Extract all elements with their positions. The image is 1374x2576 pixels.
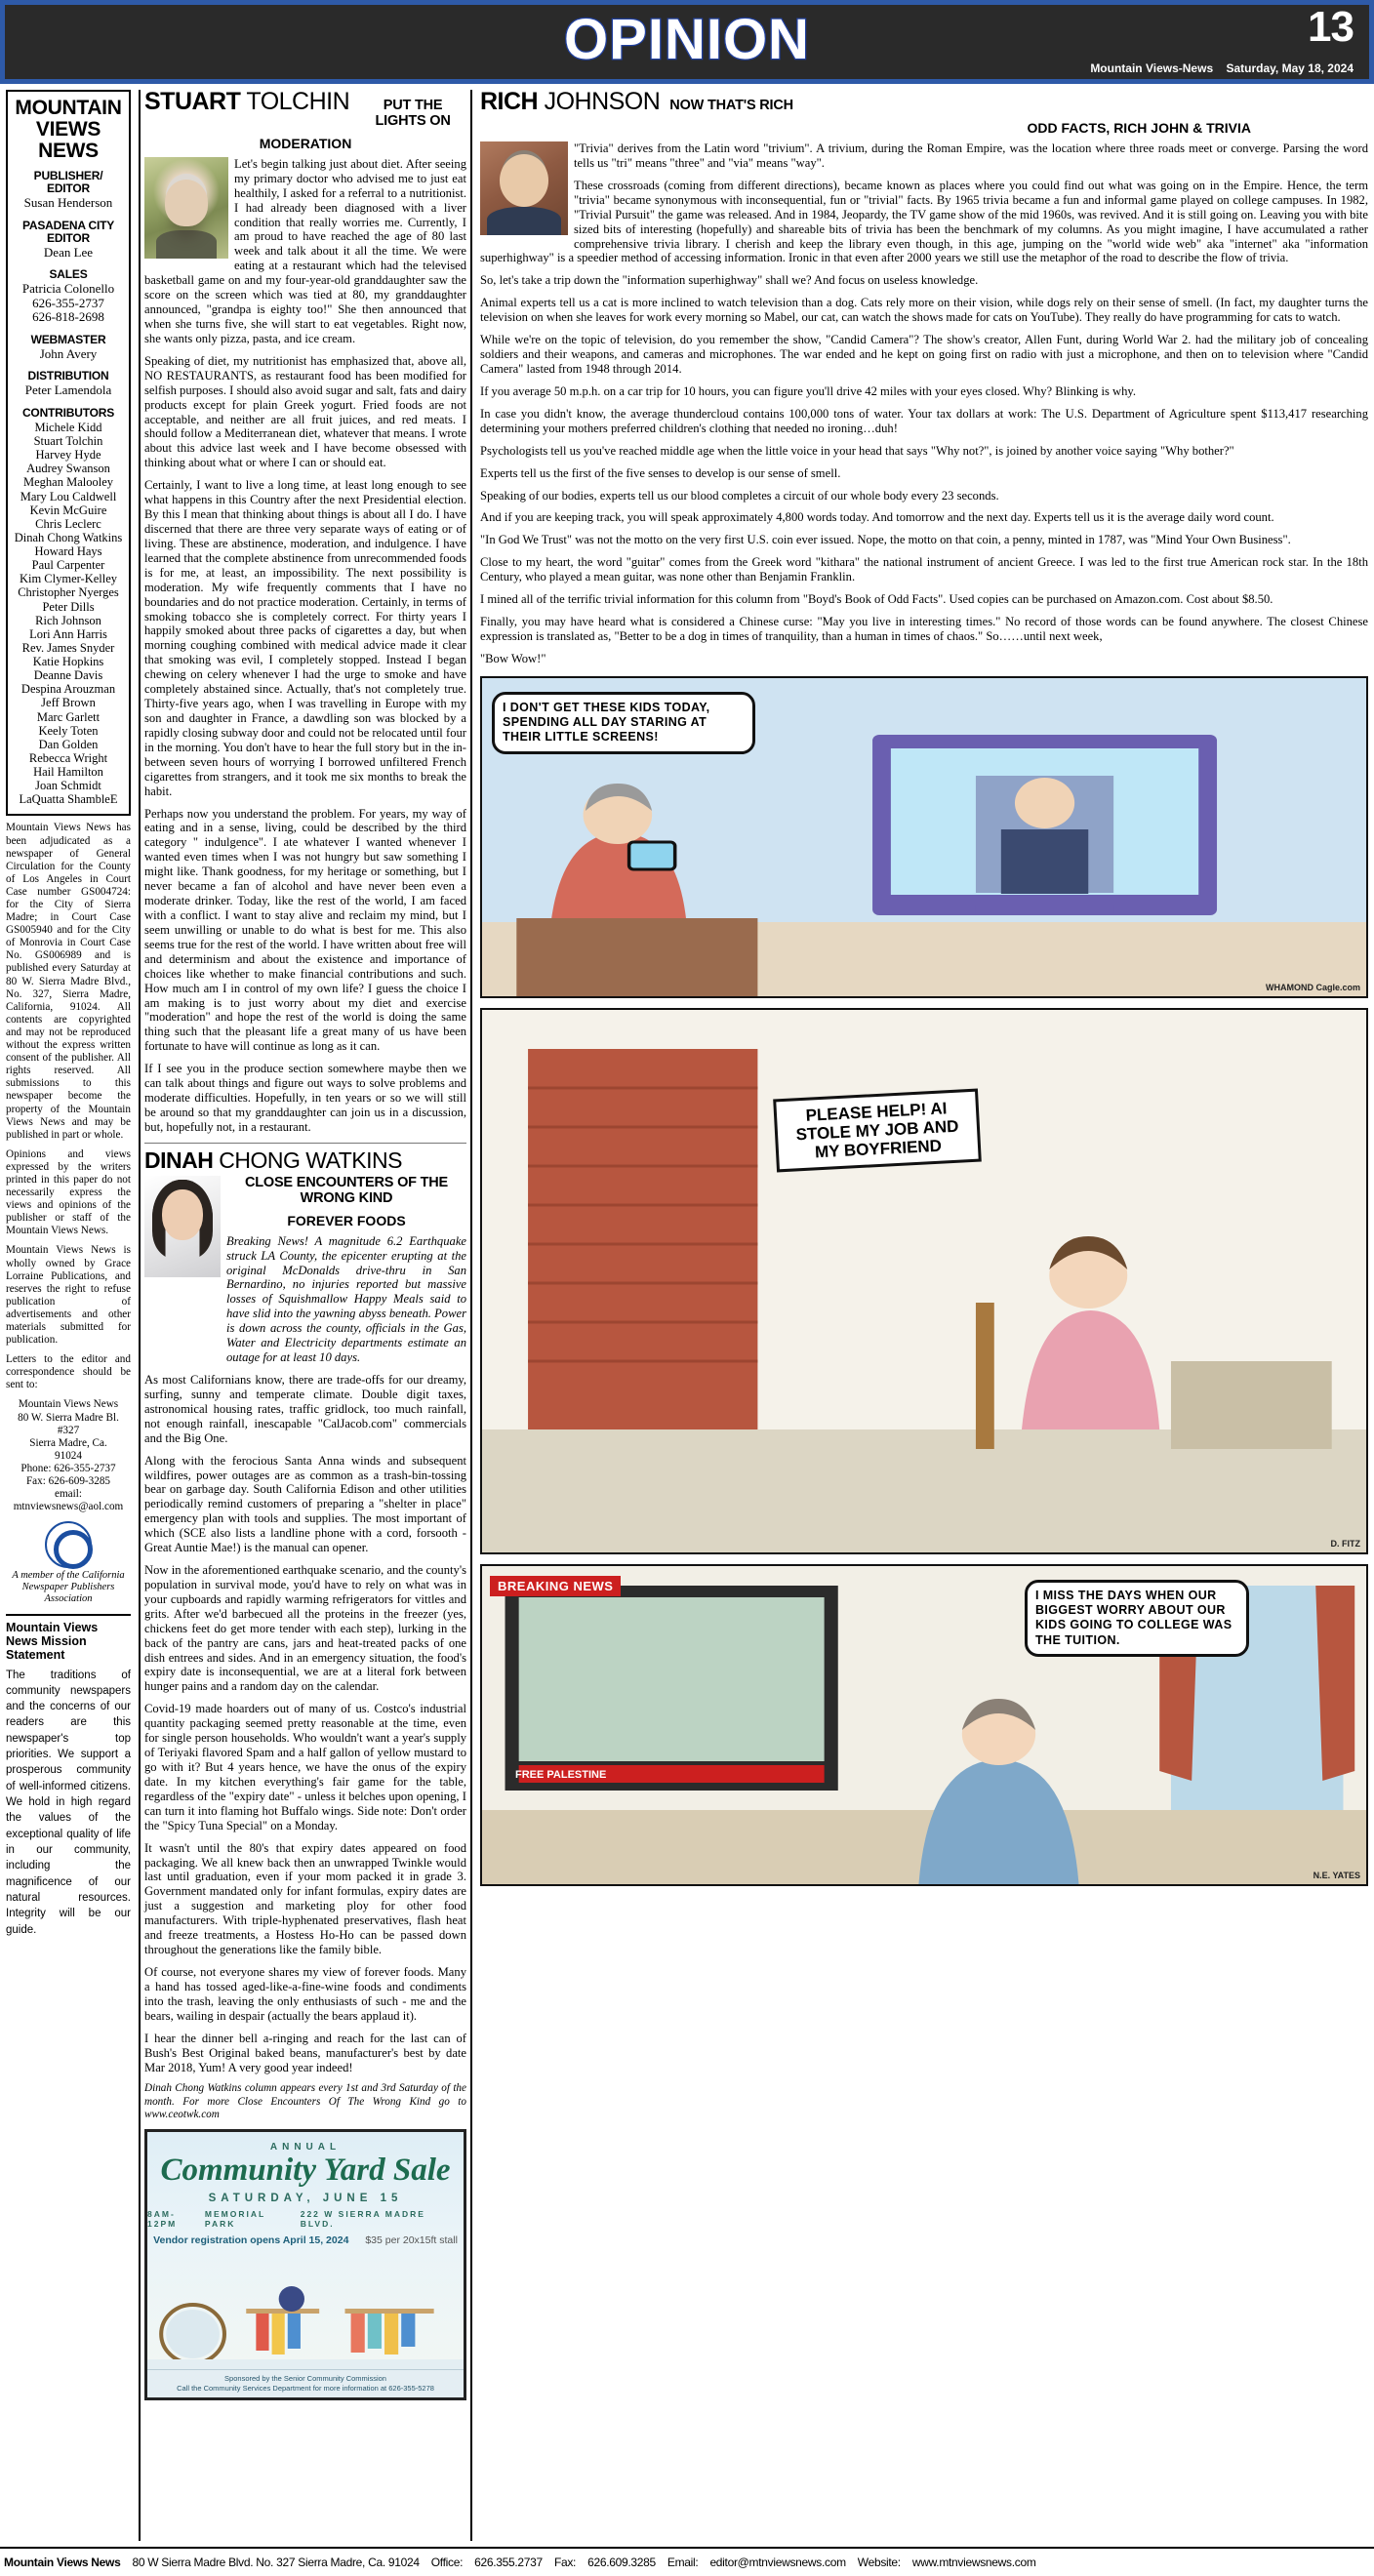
article-paragraph: Animal experts tell us a cat is more inclined to watch television than a dog. Cats rely more on their vision, while dogs rely on their sense of smell. (In fact, my daughter turns the television on when she leaves for work every morning so Mabel, our cat, can watch the shows made for cats on YouTube). They really do have programming for cats to watch. (480, 296, 1368, 325)
cartoon-signature: N.E. YATES (1313, 1870, 1360, 1880)
dinah-kicker: CLOSE ENCOUNTERS OF THE WRONG KIND (244, 1174, 449, 1206)
contributor-name: Rebecca Wright (28, 750, 108, 765)
contributor-name: Katie Hopkins (32, 655, 104, 669)
ad-time: 8AM-12PM (147, 2209, 178, 2230)
masthead-role-person: Dean Lee (43, 244, 94, 260)
contributor-name: Hail Hamilton (33, 765, 103, 780)
page-footer (0, 2547, 1374, 2576)
page-title: OPINION (564, 8, 810, 71)
article-paragraph: I mined all of the terrific trivial information for this column from "Boyd's Book of Odd Facts". Used copies can be purchased on Amazon.com. Cost about $8.50. (480, 592, 1273, 607)
cartoon-signature: WHAMOND Cagle.com (1265, 982, 1360, 992)
ad-sponsor: Sponsored by the Senior Community Commission (224, 2374, 386, 2384)
contributor-name: Lori Ann Harris (29, 626, 107, 641)
article-paragraph: If you average 50 m.p.h. on a car trip for 10 hours, you can figure you'll drive 42 miles with your eyes closed. Why? Blinking is why. (480, 383, 1137, 398)
center-column (144, 90, 466, 2541)
article-paragraph: As most Californians know, there are trade-offs for our dreamy, surfing, sunny and temperate climate. Double digit taxes, astronomical housing rates, traffic gridlock, too much rainfall, not enough rainfall, inescapable "CalJacob.com" commercials and the Big One. (144, 1372, 466, 1445)
contributor-name: Michele Kidd (34, 420, 102, 434)
stuart-article-body (144, 157, 466, 1135)
article-paragraph: "Bow Wow!" (480, 651, 546, 665)
rich-article-body (480, 141, 1368, 666)
article-paragraph: Along with the ferocious Santa Anna winds and subsequent wildfires, power outages are as common as a trash-bin-tossing bear on garbage day. South California Edison and other utilities periodically remind customers of preparing a "shelter in place" emergency plan with tools and supplies. The most important of which (SCE also lists a landline phone with a cord, forsooth - Great Auntie Mae!) is the manual can opener. (144, 1453, 466, 1555)
dinah-first-name: DINAH (144, 1147, 214, 1173)
contact-block: Mountain Views News 80 W. Sierra Madre Bl. #327 Sierra Madre, Ca. 91024 Phone: 626-355-2737 Fax: 626-609-3285 email: mtnviewsnews@aol.com (13, 1398, 124, 1513)
contributor-name: Dinah Chong Watkins (14, 530, 123, 544)
page-banner (0, 0, 1374, 84)
contributor-name: Joan Schmidt (35, 779, 101, 793)
protest-sign: PLEASE HELP! AI STOLE MY JOB AND MY BOYFRIEND (773, 1088, 982, 1172)
ad-illustration (147, 2252, 464, 2369)
masthead-role-label: DISTRIBUTION (27, 369, 109, 383)
mission-statement-box (6, 1614, 131, 1939)
cartoon-signature: D. FITZ (1330, 1538, 1360, 1549)
page-number: 13 (1308, 3, 1354, 51)
rich-kicker: NOW THAT'S RICH (669, 98, 793, 113)
article-paragraph: If I see you in the produce section somewhere maybe then we can talk about things and figure out ways to solve problems and moderate difficulties. Hopefully, in ten years or so we will still be around so that my granddaughter can join us in a discussion, but, hopefully not, in a restaurant. (144, 1062, 466, 1134)
stuart-last-name: TOLCHIN (246, 88, 350, 115)
stuart-byline (144, 90, 349, 114)
contributor-name: Keely Toten (38, 723, 99, 738)
contributor-name: LaQuatta ShambleE (19, 792, 118, 807)
mission-body: The traditions of community newspapers and the concerns of our readers are this newspaper's top priorities. We support a prosperous community of well-informed citizens. We hold in high regard the values of the exceptional quality of life in our community, including the magnificence of our natural resources. Integrity will be our guide. (6, 1669, 131, 1936)
masthead-roles (12, 170, 125, 398)
contributor-name: Audrey Swanson (26, 462, 110, 476)
contributor-name: Rev. James Snyder (21, 640, 115, 655)
banner-subline (1080, 61, 1354, 75)
cnpa-membership-text: A member of the California Newspaper Publishers Association (12, 1570, 125, 1605)
masthead-title: MOUNTAIN VIEWS NEWS (15, 97, 122, 162)
rich-last-name: JOHNSON (544, 88, 661, 115)
contributor-name: Stuart Tolchin (33, 434, 103, 449)
masthead-role-label: SALES (49, 267, 88, 282)
legal-paragraph: Mountain Views News is wholly owned by Grace Lorraine Publications, and reserves the right to refuse publication of advertisements and other materials submitted for publication. (6, 1244, 131, 1347)
breaking-news-tuition-cartoon (480, 1564, 1368, 1886)
contributor-name: Deanne Davis (33, 668, 103, 683)
contributor-name: Rich Johnson (35, 613, 101, 627)
article-paragraph: It wasn't until the 80's that expiry dates appeared on food packaging. We all knew back then an unwrapped Twinkle would last until graduation, even if your mom packed it in grade 3. Government mandated only for infant formulas, expiry dates are just a suggestion and marketing ploy for other food manufacturers. With triple-hyphenated preservatives, flash heat and freeze treatments, a Hostess Ho-Ho can be passed down throughout the generations like the family bible. (144, 1840, 466, 1957)
contributor-name: Howard Hays (34, 544, 102, 559)
dinah-footnote: Dinah Chong Watkins column appears every 1st and 3rd Saturday of the month. For more Close Encounters Of The Wrong Kind go to www.ceotwk.com (144, 2082, 466, 2120)
article-paragraph: Finally, you may have heard what is considered a Chinese curse: "May you live in interesting times." No record of those words can be found anywhere. The closest Chinese expression is translated as, "Better to be a dog in times of tranquility, than a human in times of chaos." So……until next week, (480, 615, 1368, 643)
masthead-role-person: Patricia Colonello 626-355-2737 626-818-2698 (21, 281, 115, 325)
contributor-name: Kim Clymer-Kelley (19, 572, 118, 586)
masthead-sidebar (6, 90, 135, 2541)
article-paragraph: Close to my heart, the word "guitar" comes from the Greek word "kithara" the national instrument of ancient Greece. I was led to the first true American rock star. In the 18th Century, who played a mean guitar, was none other than Benjamin Franklin. (480, 555, 1368, 584)
dinah-portrait-photo (144, 1176, 221, 1277)
cartoon-speech-bubble: I MISS THE DAYS WHEN OUR BIGGEST WORRY ABOUT OUR KIDS GOING TO COLLEGE WAS THE TUITION. (1025, 1580, 1249, 1657)
dinah-lede: Breaking News! A magnitude 6.2 Earthquake struck LA County, the epicenter erupting at the original McDonalds drive-thru in San Bernardino, no injuries reported but massive losses of Squishmallow Happy Meals said to have slid into the yawning abyss beneath. Power is down across the county, officials in the Gas, Water and Electricity departments estimate an outage for at least 10 days. (226, 1233, 466, 1365)
rich-byline (480, 90, 660, 114)
article-paragraph: Psychologists tell us you've reached middle age when the little voice in your head that says "Why not?", is joined by another voice saying "Why bother?" (480, 443, 1234, 458)
contributor-name: Despina Arouzman (20, 682, 116, 697)
page-body (0, 84, 1374, 2541)
dinah-headline: FOREVER FOODS (287, 1212, 406, 1228)
article-paragraph: These crossroads (coming from different directions), became known as places where you could find out what was going on in the Empire. Hence, the term "trivia" became synonymous with inconsequential, fun or "trivial" facts. By 1965 trivia became a fun and informal game played on college campuses. In 1982, "Trivial Pursuit" the game was released. And in 1984, Jeopardy, the TV game show of the mid 1960s, was revived. And it is still going on. Leaving you with bite sized bits of interesting (hopefully) and shareable bits of trivia has been the benchmark of my columns. As you might imagine, I have accumulated a rather comprehensive trivia library. I cherish and keep the library even though, in this age, jumping on the "world wide web" aka "internet" aka "information superhighway" is a speedier method of accessing information. Ironic in that even after 2000 years we still use the metaphor of the road to describe the flow of trivia. (480, 178, 1368, 265)
legal-paragraph: Letters to the editor and correspondence should be sent to: (6, 1353, 131, 1391)
rich-header (480, 90, 1368, 114)
masthead-box (6, 90, 131, 816)
contributor-name: Mary Lou Caldwell (20, 489, 117, 503)
mission-title: Mountain Views News Mission Statement (6, 1620, 99, 1662)
masthead-role-person: John Avery (39, 345, 98, 361)
stuart-portrait-photo (144, 157, 228, 259)
masthead-role-label: WEBMASTER (30, 332, 106, 346)
article-paragraph: Now in the aforementioned earthquake scenario, and the county's population in survival mode, you'd have to rely on what was in your cupboards and rapidly warming refrigerators for vittles and grits. After we'd barbecued all the proteins in the freezer (yes, chickens feet do get more tender with each step), lurking in the back of the pantry are cans, jars and heat-treated packs of one dish entrees and sides. And in an emergency situation, the food's expiry date is inconsequential, we are at a literal fork between hunger pains and a random day on the calendar. (144, 1563, 466, 1694)
contributor-name: Meghan Malooley (23, 475, 113, 490)
dinah-byline (144, 1149, 466, 1172)
stuart-headline: MODERATION (259, 135, 352, 151)
article-paragraph: Let's begin talking just about diet. After seeing my primary doctor who advised me to just eat healthily, I asked for a referral to a nutritionist. I had already been diagnosed with a liver condition that really worries me. Currently, I am proud to have reached the age of 80 last week and talk about it all the time. We were eating at a restaurant which had the televised basketball game on and my four-year-old granddaughter saw the score on the screen which was tied at 80, my granddaughter announced, "grandpa is eighty too!" She then announced that when she turns five, she will start to eat vegetables. Right now, she wants only pizza, pasta, and ice cream. (144, 156, 466, 345)
masthead-role-label: PASADENA CITY EDITOR (21, 218, 115, 245)
masthead-role-person: Susan Henderson (23, 195, 113, 211)
rich-headline: ODD FACTS, RICH JOHN & TRIVIA (1027, 120, 1251, 136)
footer-fax-label: Fax: (553, 2556, 577, 2569)
masthead-role-label: PUBLISHER/ EDITOR (33, 169, 103, 196)
article-paragraph: Perhaps now you understand the problem. For years, my way of eating and in a sense, living, could be described by the third category " indulgence". I ate whatever I wanted whenever I wanted even times when I was not hungry but saw something I might like. Thank goodness, for my heritage or something, but I never became a fan of alcohol and have never been even a moderate drinker. Today, like the rest of the world, I am faced with a conflict. I want to stay alive and reclaim my mind, but I seem unwilling or unable to do what is best for me. This also seems true for the rest of the world. I have written about free will and determinism and about the existence and importance of choices like whether to make financial contributions and such. How much am I in control of my own life? I guess the choice I am making is to just worry about my diet and exercise "moderation" and hope the rest of the world is doing the same thing such that the pleasant life a great many of us have been fortunate to have will continue as long as it can. (144, 806, 466, 1054)
section-divider-dinah (144, 1143, 466, 1144)
column-divider-2 (470, 90, 472, 2541)
article-paragraph: Speaking of our bodies, experts tell us our blood completes a circuit of our whole body every 23 seconds. (480, 488, 999, 503)
column-divider-1 (139, 90, 141, 2541)
masthead-role-person: Peter Lamendola (24, 382, 112, 398)
contributors-label: CONTRIBUTORS (21, 405, 115, 420)
dinah-last-name: CHONG WATKINS (219, 1147, 402, 1173)
contributor-name: Harvey Hyde (35, 448, 101, 463)
kids-screens-cartoon (480, 676, 1368, 998)
ai-protest-cartoon (480, 1008, 1368, 1554)
article-paragraph: "Trivia" derives from the Latin word "trivium". A trivium, during the Roman Empire, was the location where three roads meet or converge. Parsing the word tells us "tri" means "three" and "via" means "way". (574, 141, 1368, 170)
legal-notice (6, 822, 131, 1513)
footer-fax-number: 626.609.3285 (587, 2556, 656, 2569)
article-paragraph: Of course, not everyone shares my view of forever foods. Many a hand has tossed aged-like-a-fine-wine foods and condiments into the trash, leaving the only enthusiasts of such - me and the bears, wailing in despair (actually the bears applaud it). (144, 1965, 466, 2023)
cartoon-speech-bubble: I DON'T GET THESE KIDS TODAY, SPENDING ALL DAY STARING AT THEIR LITTLE SCREENS! (492, 692, 755, 754)
stuart-header (144, 90, 466, 130)
article-paragraph: "In God We Trust" was not the motto on the very first U.S. coin ever issued. Nope, the motto on that coin, a penny, minted in 1787, was "Mind Your Own Business". (480, 533, 1291, 547)
contributor-name: Jeff Brown (41, 696, 96, 710)
banner-date: Saturday, May 18, 2024 (1226, 61, 1354, 75)
contributors-list (12, 421, 125, 807)
cnpa-badge (6, 1521, 131, 1605)
footer-email[interactable]: editor@mtnviewsnews.com (709, 2556, 846, 2569)
article-paragraph: While we're on the topic of television, do you remember the show, "Candid Camera"? The show's creator, Allen Funt, during World War 2. had the military job of concealing soldiers and their weapons, and cameras and microphones. The war ended and he kept on going first on radio with just a microphone, and then on to television where "Candid Camera" lasted from 1948 through 2014. (480, 333, 1368, 376)
article-paragraph: Certainly, I want to live a long time, at least long enough to see what happens in this Country after the next Presidential election. By this I mean that thinking about things is about all I do. I have discerned that there are three very separate ways of eating or of living. These are abstinence, moderation, and indulgence. I have learned that the complete abstinence from unrecommended foods is for me, at least, an impossibility. The next possibility is moderation. My wife frequently comments that I have no boundaries and do not practice moderation. Certainly, in terms of smoking tobacco she is completely correct. For thirty years I happily smoked about three packs of cigarettes a day, but when morning coughing combined with medical advice made it clear that smoking was evil, I completely stopped. Instead I began chewing on celery whenever I had the urge to smoke and have completely abstained since. Actually, that's not completely true. Thirty-five years ago, when I was travelling in Europe with my son and daughter in France, a dawdling son was blocked by a rapidly closing subway door and could not be relocated until four in the morning. You don't have to hear the full story but in the in-between seven hours of worrying I borrowed unfiltered French cigarettes from strangers, and it took me six months to break the habit. (144, 478, 466, 798)
rich-first-name: RICH (480, 88, 539, 115)
ad-vendor-registration: Vendor registration opens April 15, 2024 (153, 2234, 349, 2247)
article-paragraph: Speaking of diet, my nutritionist has emphasized that, above all, NO RESTAURANTS, as restaurant food has been modified for selfish purposes. I should also avoid sugar and salt, fats and dairy products except for plain Greek yogurt. Fried foods are not acceptable, and neither are all fruit juices, and red meats. I should follow a Mediterranean diet, whatever that means. I wrote about this advice last week and I have become obsessed with thinking about what or where I can or should eat. (144, 353, 466, 470)
footer-website[interactable]: www.mtnviewsnews.com (911, 2556, 1036, 2569)
footer-address: 80 W Sierra Madre Blvd. No. 327 Sierra Madre, Ca. 91024 (132, 2556, 420, 2569)
contributor-name: Christopher Nyerges (18, 585, 119, 600)
news-ticker: FREE PALESTINE (515, 1768, 607, 1781)
article-paragraph: I hear the dinner bell a-ringing and reach for the last can of Bush's Best Original baked beans, manufacturer's best by date Mar 2018, Yum! A very good year indeed! (144, 2031, 466, 2074)
contributor-name: Peter Dills (42, 599, 95, 614)
ad-address: 222 W SIERRA MADRE BLVD. (300, 2209, 425, 2230)
footer-office-label: Office: (430, 2556, 464, 2569)
right-column (476, 90, 1368, 2541)
community-yard-sale-ad[interactable] (144, 2129, 466, 2400)
footer-paper-name: Mountain Views News (4, 2556, 121, 2569)
article-paragraph: Covid-19 made hoarders out of many of us. Costco's industrial quantity packaging seemed pretty reasonable at the time, even for single person households. Who wouldn't want a year's supply of Teriyaki flavored Spam and a half gallon of yellow mustard to go with it? But 4 years hence, we have the onus of the expiry date. In my kitchen everything's fair game for the table, regardless of the "expiry date" - unless it belches upon opening, I can turn it into flaming hot Buffalo wings. Side note: Don't order the "Spicy Tuna Special" on a Monday. (144, 1702, 466, 1832)
ad-title: Community Yard Sale (160, 2153, 451, 2189)
article-paragraph: And if you are keeping track, you will speak approximately 4,800 words today. And tomorrow and the next day. Experts tell us it is the average daily word count. (480, 510, 1274, 525)
contributor-name: Paul Carpenter (31, 558, 105, 573)
article-paragraph: Experts tell us the first of the five senses to develop is our sense of smell. (480, 465, 841, 480)
cnpa-logo-icon (45, 1521, 92, 1568)
rich-portrait-photo (480, 141, 568, 235)
article-paragraph: So, let's take a trip down the "information superhighway" shall we? And focus on useless knowledge. (480, 273, 979, 288)
ad-annual-label: ANNUAL (269, 2142, 342, 2153)
contributor-name: Kevin McGuire (29, 503, 107, 517)
ad-stall-price: $35 per 20x15ft stall (365, 2234, 458, 2247)
contributor-name: Dan Golden (38, 737, 99, 751)
ad-contact: Call the Community Services Department for more information at 626-355-5278 (177, 2384, 434, 2393)
banner-paper-name: Mountain Views-News (1090, 61, 1214, 75)
breaking-news-badge: BREAKING NEWS (490, 1576, 621, 1596)
stuart-kicker: PUT THE LIGHTS ON (375, 98, 451, 129)
contributor-name: Chris Leclerc (35, 516, 101, 531)
footer-email-label: Email: (667, 2556, 699, 2569)
contributor-name: Marc Garlett (36, 709, 101, 724)
dinah-article-body (144, 1373, 466, 2121)
legal-paragraph: Opinions and views expressed by the writers printed in this paper do not necessarily express the views and opinions of the publisher or staff of the Mountain Views News. (6, 1147, 131, 1237)
footer-website-label: Website: (857, 2556, 901, 2569)
ad-venue: MEMORIAL PARK (204, 2209, 266, 2230)
stuart-first-name: STUART (144, 88, 241, 115)
article-paragraph: In case you didn't know, the average thundercloud contains 100,000 tons of water. Your tax dollars at work: The U.S. Department of Agriculture spent $113,417 researching determining your mothers preferred children's clothing that needed no ironing…duh! (480, 406, 1368, 435)
ad-date: SATURDAY, JUNE 15 (208, 2193, 403, 2205)
footer-office-phone: 626.355.2737 (474, 2556, 543, 2569)
legal-paragraph: Mountain Views News has been adjudicated as a newspaper of General Circulation for the County of Los Angeles in Court Case number GS004724: for the City of Sierra Madre; in Court Case GS005940 and for the City of Monrovia in Court Case No. GS006989 and is published every Saturday at 80 W. Sierra Madre Blvd., No. 327, Sierra Madre, California, 91024. All contents are copyrighted and may not be reproduced without the express written consent of the publisher. All rights reserved. All submissions to this newspaper become the property of the Mountain Views News and may be published in part or whole. (6, 822, 131, 1141)
